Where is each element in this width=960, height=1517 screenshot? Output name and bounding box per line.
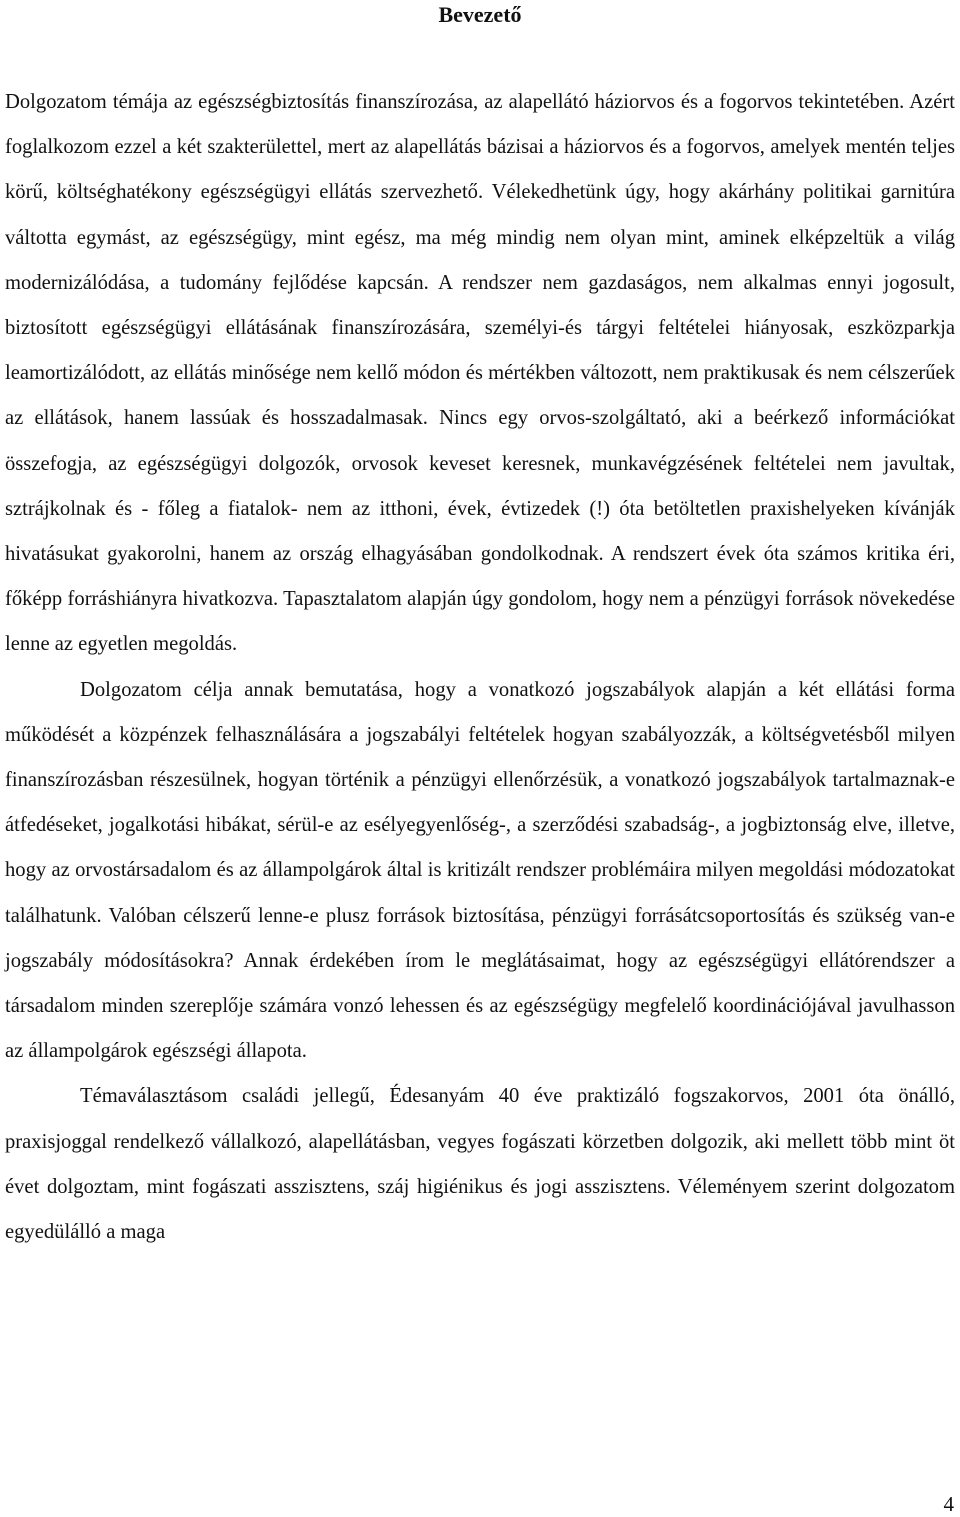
paragraph-1: Dolgozatom témája az egészségbiztosítás finanszírozása, az alapellátó háziorvos és a fogorvos tekintetében. Azért foglalkozom ezzel a két szakterülettel, mert az alapellátás bázisai a háziorvos és a fogorvos, amelyek mentén teljes körű, költséghatékony egészségügyi ellátás szervezhető. Vélekedhetünk úgy, hogy akárhány politikai garnitúra váltotta egymást, az egészségügy, mint egész, ma még mindig nem olyan mint, aminek elképzeltük a világ modernizálódása, a tudomány fejlődése kapcsán. A rendszer nem gazdaságos, nem alkalmas ennyi jogosult, biztosított egészségügyi ellátásának finanszírozására, személyi-és tárgyi feltételei hiányosak, eszközparkja leamortizálódott, az ellátás minősége nem kellő módon és mértékben változott, nem praktikusak és nem célszerűek az ellátások, hanem lassúak és hosszadalmasak. Nincs egy orvos-szolgáltató, aki a beérkező információkat összefogja, az egészségügyi dolgozók, orvosok keveset keresnek, munkavégzésének feltételei nem javultak, sztrájkolnak és - főleg a fiatalok- nem az itthoni, évek, évtizedek (!) óta betöltetlen praxishelyeken kívánják hivatásukat gyakorolni, hanem az ország elhagyásában gondolkodnak. A rendszert évek óta számos kritika éri, főképp forráshiányra hivatkozva. Tapasztalatom alapján úgy gondolom, hogy nem a pénzügyi források növekedése lenne az egyetlen megoldás. <box>5 91 955 656</box>
page-number: 4 <box>943 1492 954 1516</box>
paragraph-2: Dolgozatom célja annak bemutatása, hogy a vonatkozó jogszabályok alapján a két ellátási forma működését a közpénzek felhasználására a jogszabályi feltételek hogyan szabályozzák, a költségvetésből milyen finanszírozásban részesülnek, hogyan történik a pénzügyi ellenőrzésük, a vonatkozó jogszabályok tartalmaznak-e átfedéseket, jogalkotási hibákat, sérül-e az esélyegyenlőség-, a szerződési szabadság-, a jogbiztonság elve, illetve, hogy az orvostársadalom és az állampolgárok által is kritizált rendszer problémáira milyen megoldási módozatokat találhatunk. Valóban célszerű lenne-e plusz források biztosítása, pénzügyi forrásátcsoportosítás és szükség van-e jogszabály módosításokra? Annak érdekében írom le meglátásaimat, hogy az egészségügyi ellátórendszer a társadalom minden szereplője számára vonzó lehessen és az egészségügy megfelelő koordinációjával javulhasson az állampolgárok egészségi állapota. <box>5 678 955 1063</box>
document-page <box>5 0 955 1255</box>
page-title: Bevezető <box>438 2 522 27</box>
paragraph-3: Témaválasztásom családi jellegű, Édesanyám 40 éve praktizáló fogszakorvos, 2001 óta önálló, praxisjoggal rendelkező vállalkozó, alapellátásban, vegyes fogászati körzetben dolgozik, aki mellett több mint öt évet dolgoztam, mint fogászati asszisztens, száj higiénikus és jogi asszisztens. Véleményem szerint dolgozatom egyedülálló a maga <box>5 1085 955 1244</box>
